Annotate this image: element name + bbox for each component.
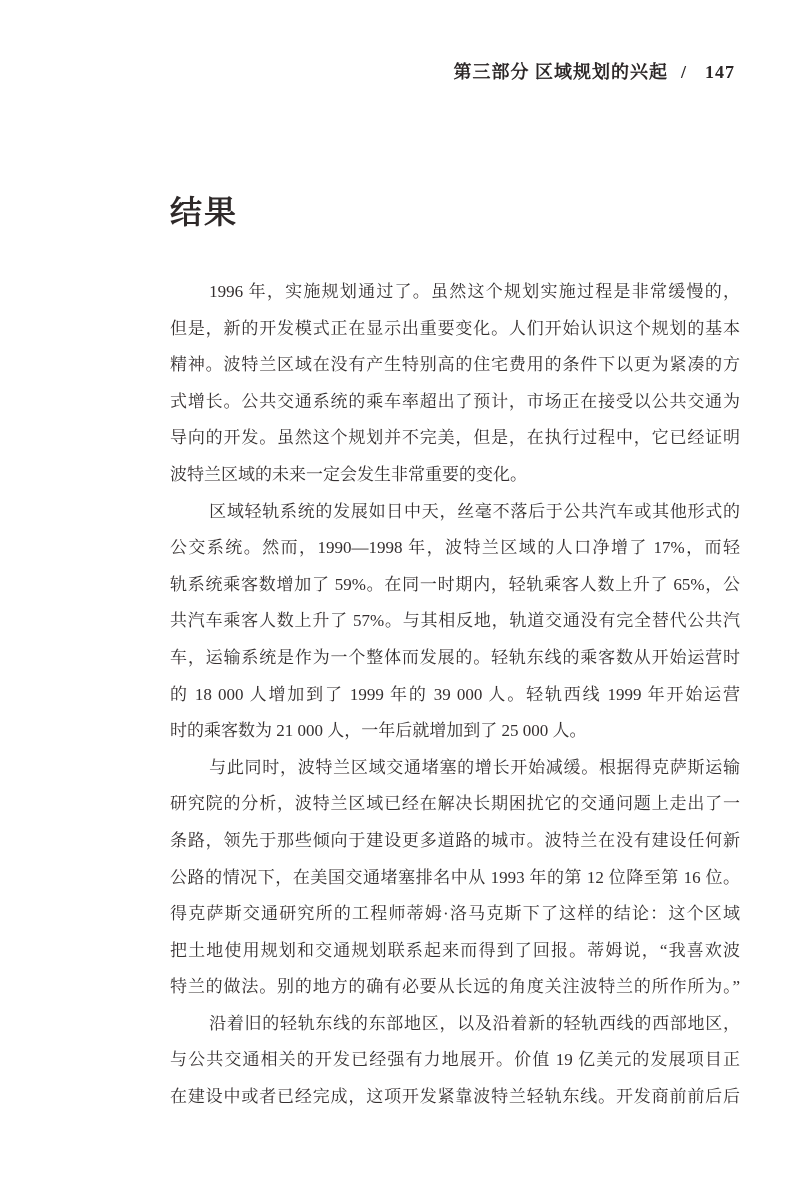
text-line: 但是，新的开发模式正在显示出重要变化。人们开始认识这个规划的基本 bbox=[170, 318, 740, 338]
section-title: 第三部分 区域规划的兴起 bbox=[453, 62, 668, 82]
text-line: 与公共交通相关的开发已经强有力地展开。价值 19 亿美元的发展项目正 bbox=[170, 1050, 740, 1070]
text-line: 公交系统。然而，1990—1998 年，波特兰区域的人口净增了 17%，而轻 bbox=[170, 538, 740, 558]
text-line: 研究院的分析，波特兰区域已经在解决长期困扰它的交通问题上走出了一 bbox=[170, 794, 740, 814]
text-line: 式增长。公共交通系统的乘车率超出了预计，市场正在接受以公共交通为 bbox=[170, 391, 740, 411]
text-line: 共汽车乘客人数上升了 57%。与其相反地，轨道交通没有完全替代公共汽 bbox=[170, 611, 740, 631]
text-line: 的 18 000 人增加到了 1999 年的 39 000 人。轻轨西线 1999 年开始运营 bbox=[170, 684, 740, 704]
text-line: 沿着旧的轻轨东线的东部地区，以及沿着新的轻轨西线的西部地区， bbox=[209, 1013, 740, 1033]
text-line: 得克萨斯交通研究所的工程师蒂姆·洛马克斯下了这样的结论：这个区域 bbox=[170, 904, 740, 924]
text-line: 公路的情况下，在美国交通堵塞排名中从 1993 年的第 12 位降至第 16 位。 bbox=[170, 867, 740, 887]
text-line: 特兰的做法。别的地方的确有必要从长远的角度关注波特兰的所作所为。” bbox=[170, 977, 740, 997]
paragraph bbox=[170, 1006, 740, 1116]
paragraph bbox=[170, 750, 740, 1006]
text-line: 1996 年，实施规划通过了。虽然这个规划实施过程是非常缓慢的， bbox=[209, 282, 740, 301]
page-number: 147 bbox=[705, 62, 735, 82]
text-line: 与此同时，波特兰区域交通堵塞的增长开始减缓。根据得克萨斯运输 bbox=[209, 757, 740, 777]
text-line: 把土地使用规划和交通规划联系起来而得到了回报。蒂姆说，“我喜欢波 bbox=[170, 940, 740, 960]
page-header bbox=[453, 58, 735, 84]
text-line: 波特兰区域的未来一定会发生非常重要的变化。 bbox=[170, 464, 527, 484]
text-line: 条路，领先于那些倾向于建设更多道路的城市。波特兰在没有建设任何新 bbox=[170, 830, 740, 850]
text-line: 在建设中或者已经完成，这项开发紧靠波特兰轻轨东线。开发商前前后后 bbox=[170, 1087, 740, 1107]
text-line: 车，运输系统是作为一个整体而发展的。轻轨东线的乘客数从开始运营时 bbox=[170, 647, 740, 667]
paragraph bbox=[170, 494, 740, 750]
text-line: 区域轻轨系统的发展如日中天，丝毫不落后于公共汽车或其他形式的 bbox=[209, 501, 740, 521]
paragraph bbox=[170, 274, 740, 494]
body-text bbox=[170, 274, 740, 1116]
text-line: 时的乘客数为 21 000 人，一年后就增加到了 25 000 人。 bbox=[170, 721, 587, 741]
text-line: 精神。波特兰区域在没有产生特别高的住宅费用的条件下以更为紧凑的方 bbox=[170, 355, 740, 375]
text-line: 导向的开发。虽然这个规划并不完美，但是，在执行过程中，它已经证明 bbox=[170, 428, 740, 448]
chapter-heading: 结果 bbox=[170, 194, 239, 230]
header-separator: / bbox=[680, 62, 687, 82]
text-line: 轨系统乘客数增加了 59%。在同一时期内，轻轨乘客人数上升了 65%，公 bbox=[170, 574, 740, 594]
